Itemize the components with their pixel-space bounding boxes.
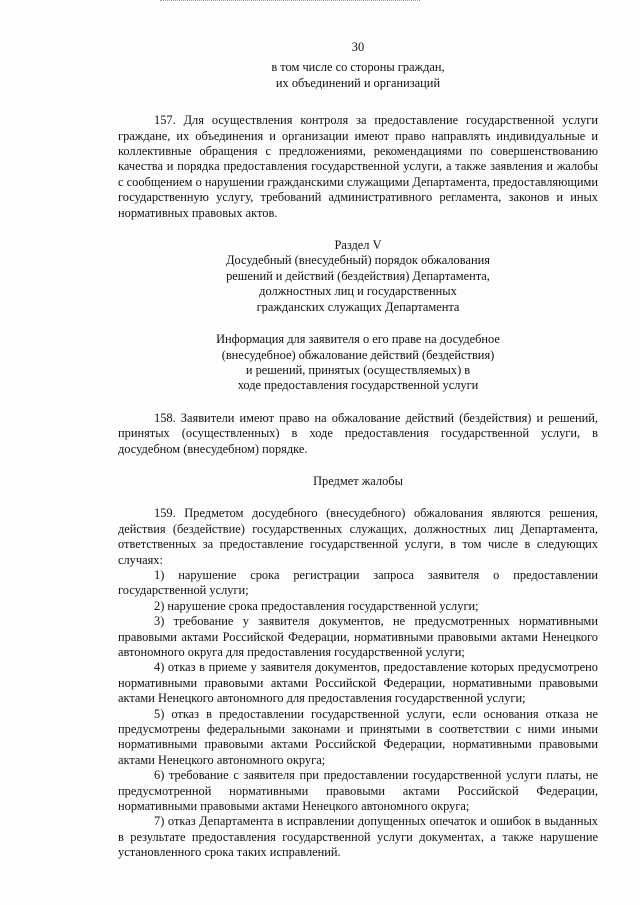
- list-item-1: 1) нарушение срока регистрации запроса заявителя о предоставлении государственной услуги;: [118, 567, 598, 598]
- info-title-line: Информация для заявителя о его праве на досудебное: [216, 332, 500, 347]
- info-title: [118, 332, 598, 394]
- section-title-line: Досудебный (внесудебный) порядок обжалования: [226, 253, 490, 268]
- scan-edge-artifact: [160, 0, 420, 4]
- heading-block-1: [118, 60, 598, 91]
- section-title-line: гражданских служащих Департамента: [256, 299, 460, 314]
- paragraph-158: 158. Заявители имеют право на обжалование действий (бездействия) и решений, принятых (осуществленных) в ходе предоставления государственной услуги, в досудебном (внесудебном) порядке.: [118, 410, 598, 456]
- section-title-line: должностных лиц и государственных: [259, 284, 457, 299]
- subject-heading: Предмет жалобы: [313, 473, 403, 488]
- section-title-line: Раздел V: [334, 238, 382, 253]
- heading-line: их объединений и организаций: [275, 75, 441, 90]
- paragraph-157: 157. Для осуществления контроля за предоставление государственной услуги граждане, их объединения и организации имеют право направлять индивидуальные и коллективные обращения с предложениями, рекомендациями по совершенствованию качества и порядка предоставления государственной услуги, а также заявления и жалобы с сообщением о нарушении гражданскими служащими Департамента, предоставляющими государственную услугу, требований административного регламента, законов и иных нормативных правовых актов.: [118, 113, 598, 220]
- list-item-2: 2) нарушение срока предоставления государственной услуги;: [154, 598, 479, 613]
- page-number: 30: [351, 40, 365, 54]
- section-title-line: решений и действий (бездействия) Департамента,: [226, 268, 490, 283]
- paragraph-159: 159. Предметом досудебного (внесудебного) обжалования являются решения, действия (бездействие) государственных служащих, должностных лиц Департамента, ответственных за предоставление государственной услуги, в том числе в следующих случаях:: [118, 506, 598, 567]
- list-item-7: 7) отказ Департамента в исправлении допущенных опечаток и ошибок в выданных в результате предоставления государственной услуги документах, а также нарушение установленного срока таких исправлений.: [118, 814, 598, 860]
- info-title-line: и решений, принятых (осуществляемых) в: [245, 362, 471, 377]
- list-item-3: 3) требование у заявителя документов, не предусмотренных нормативными правовыми актами Российской Федерации, нормативными правовыми актами Ненецкого автономного округа для предоставления государственной услуги;: [118, 614, 598, 659]
- info-title-line: (внесудебное) обжалование действий (бездействия): [221, 347, 495, 362]
- page-content: [118, 40, 598, 861]
- section-title: [118, 238, 598, 315]
- list-item-5: 5) отказ в предоставлении государственной услуги, если основания отказа не предусмотрены федеральными законами и принятыми в соответствии с ними иными нормативными правовыми актами Российской Федерации, нормативными правовыми актами Ненецкого автономного округа;: [118, 706, 598, 767]
- heading-line: в том числе со стороны граждан,: [271, 60, 445, 75]
- list-item-4: 4) отказ в приеме у заявителя документов, предоставление которых предусмотрено нормативными правовыми актами Российской Федерации, нормативными правовыми актами Ненецкого автономного для предоставления государственной услуги;: [118, 660, 598, 706]
- info-title-line: ходе предоставления государственной услуги: [237, 378, 479, 393]
- list-item-6: 6) требование с заявителя при предоставлении государственной услуги платы, не предусмотренной нормативными правовыми актами Российской Федерации, нормативными правовыми актами Ненецкого автономного округа;: [118, 768, 598, 814]
